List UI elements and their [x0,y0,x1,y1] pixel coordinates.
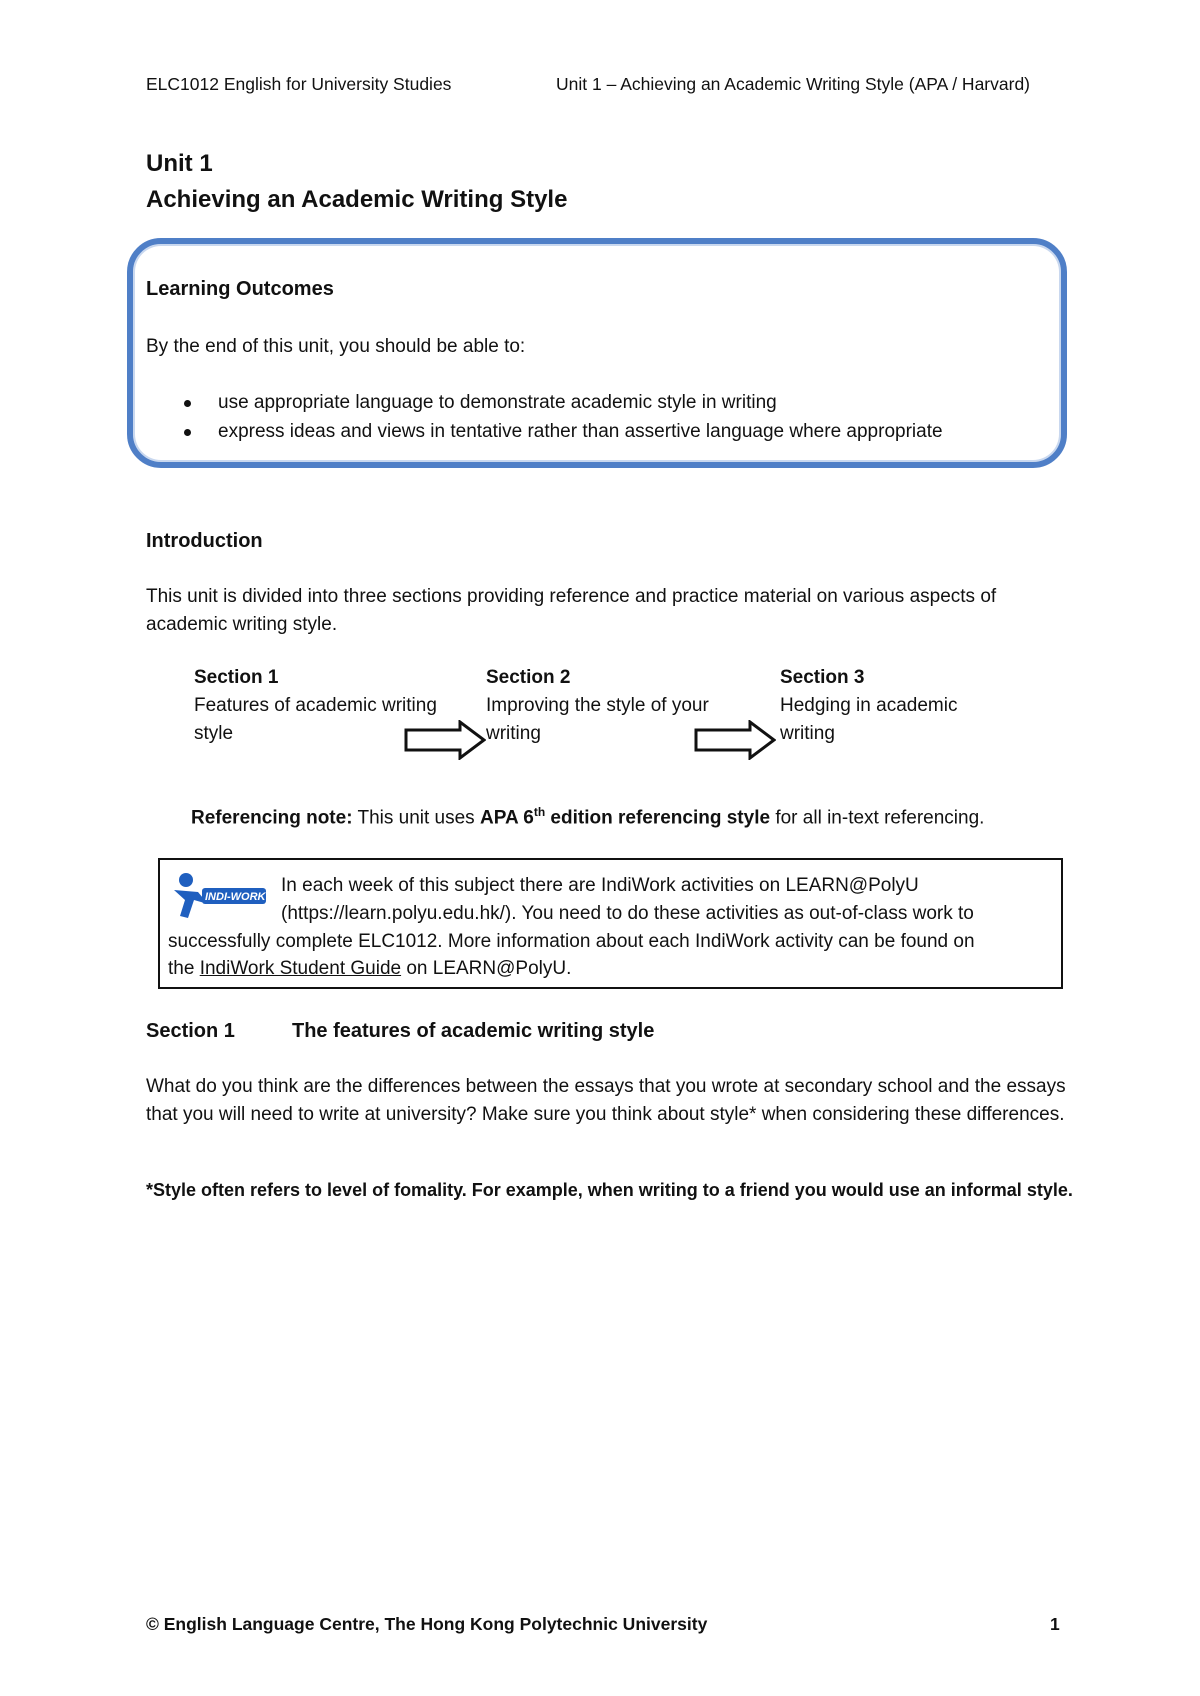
outcome-item: express ideas and views in tentative rather than assertive language where appropriate [146,417,1046,446]
page-number: 1 [1050,1614,1060,1634]
referencing-note: Referencing note: This unit uses APA 6th edition referencing style for all in-text referencing. [191,805,985,829]
outcome-item: use appropriate language to demonstrate academic style in writing [146,388,1046,417]
flow-section-3 [780,664,1010,748]
learning-outcomes-intro: By the end of this unit, you should be able to: [146,336,526,357]
arrow-right-icon [694,720,776,760]
introduction-heading: Introduction [146,530,263,552]
flow-section-text: Features of academic writing style [194,695,437,744]
flow-section-label: Section 2 [486,667,571,688]
flow-section-text: Hedging in academic writing [780,695,958,744]
referencing-label: Referencing note: [191,807,353,829]
unit-name: Achieving an Academic Writing Style [146,186,568,213]
indiwork-text-line-2: (https://learn.polyu.edu.hk/). You need to do these activities as out-of-class work to [281,903,974,924]
introduction-text: This unit is divided into three sections providing reference and practice material on various aspects of academic writing style. [146,586,997,635]
indiwork-text-line-4: the IndiWork Student Guide on LEARN@PolyU. [168,958,572,979]
learning-outcomes-heading: Learning Outcomes [146,278,334,300]
section1-note: *Style often refers to level of fomality. For example, when writing to a friend you would use an informal style. [146,1180,1073,1200]
header-right: Unit 1 – Achieving an Academic Writing Style (APA / Harvard) [556,74,1031,94]
arrow-right-icon [404,720,486,760]
flow-section-label: Section 3 [780,667,865,688]
indiwork-guide-link[interactable]: IndiWork Student Guide [199,958,402,979]
page-title [146,146,567,218]
header-left: ELC1012 English for University Studies [146,74,452,94]
section1-title: The features of academic writing style [292,1020,655,1042]
indiwork-text-line-1: In each week of this subject there are IndiWork activities on LEARN@PolyU [281,875,919,896]
svg-text:INDI-WORK: INDI-WORK [205,891,266,903]
unit-number: Unit 1 [146,150,213,177]
indiwork-logo [168,870,268,922]
learning-outcomes-list [146,388,1046,446]
section1-text: What do you think are the differences between the essays that you wrote at secondary school and the essays that you will need to write at university? Make sure you think about style* when considering these differences. [146,1076,1066,1125]
indiwork-text-line-3: successfully complete ELC1012. More information about each IndiWork activity can be found on [168,931,975,952]
flow-section-label: Section 1 [194,667,279,688]
section1-number: Section 1 [146,1020,235,1042]
footer-copyright: © English Language Centre, The Hong Kong Polytechnic University [146,1614,708,1634]
flow-section-text: Improving the style of your writing [486,695,709,744]
